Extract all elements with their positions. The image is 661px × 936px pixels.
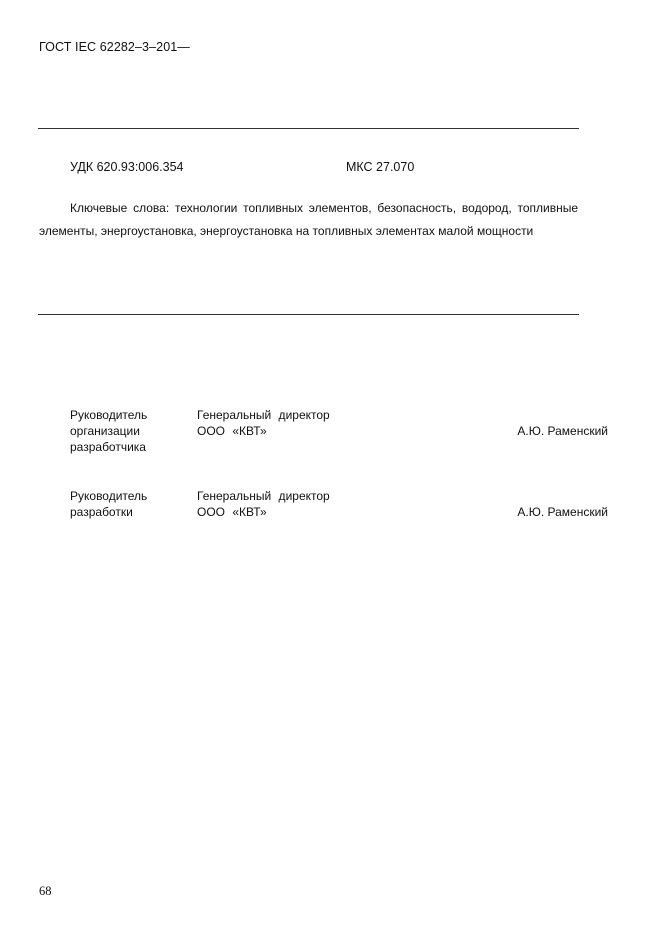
signature-position: Генеральный директор ООО «КВТ» xyxy=(197,408,330,438)
signature-role: Руководитель организации разработчика xyxy=(70,408,148,454)
signature-role: Руководитель разработки xyxy=(70,489,148,519)
signature-block-organization xyxy=(70,407,608,455)
document-header: ГОСТ IEC 62282–3–201— xyxy=(39,40,190,54)
udk-code: УДК 620.93:006.354 xyxy=(70,160,184,174)
page-number: 68 xyxy=(39,884,52,898)
signature-block-development xyxy=(70,488,608,520)
top-divider xyxy=(38,128,579,129)
mks-code: МКС 27.070 xyxy=(346,160,415,174)
bottom-divider xyxy=(38,314,579,315)
keywords-paragraph: Ключевые слова: технологии топливных элементов, безопасность, водород, топливные элементы, энергоустановка, энергоустановка на топливных элементах малой мощности xyxy=(39,201,578,238)
signature-name: А.Ю. Раменский xyxy=(517,424,608,438)
signature-position: Генеральный директор ООО «КВТ» xyxy=(197,489,330,519)
signature-name: А.Ю. Раменский xyxy=(517,505,608,519)
